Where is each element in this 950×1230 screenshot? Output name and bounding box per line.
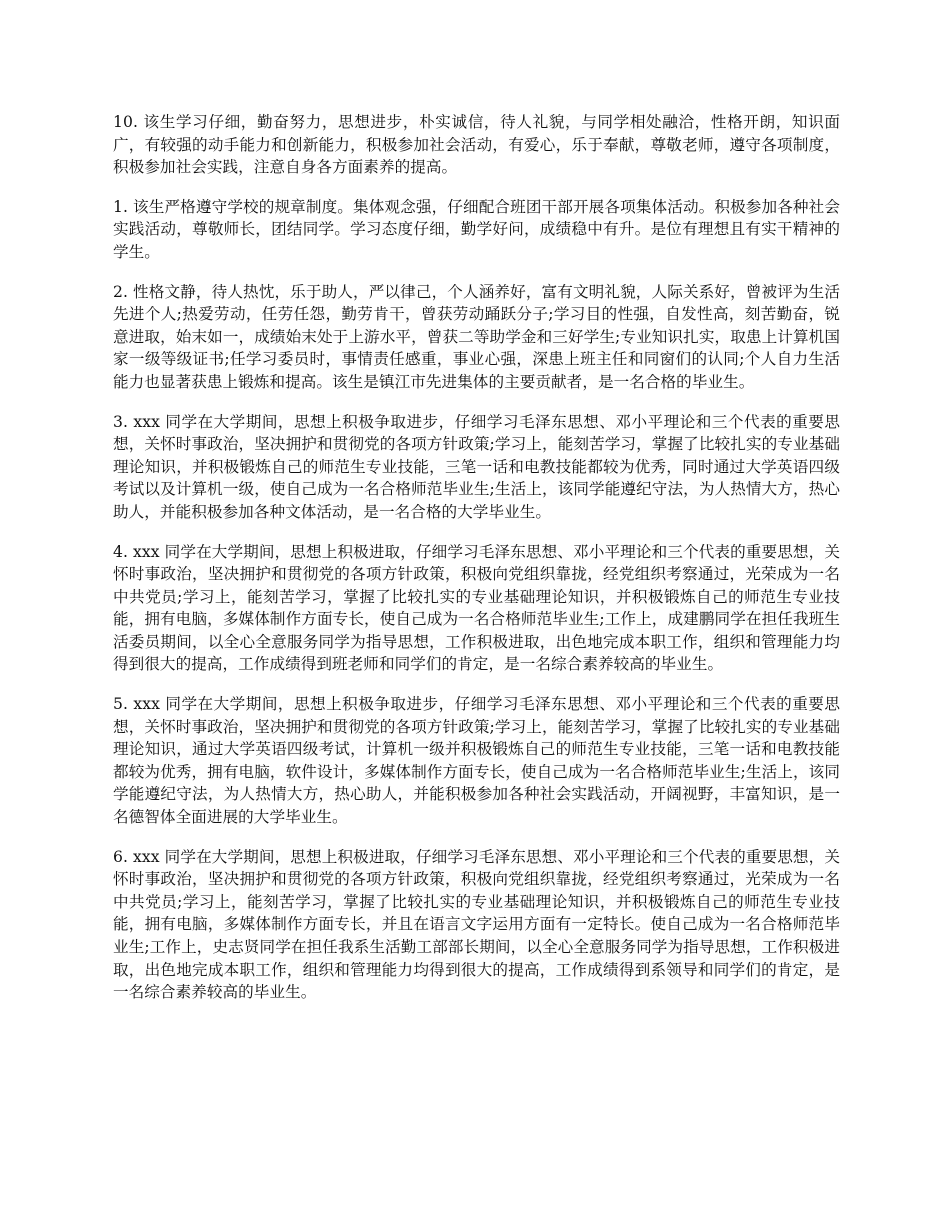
paragraph-6: 6. xxx 同学在大学期间，思想上积极进取，仔细学习毛泽东思想、邓小平理论和三个代表的重要思想，关怀时事政治，坚决拥护和贯彻党的各项方针政策，积极向党组织靠拢，经党组织考察通过，光荣成为一名中共党员;学习上，能刻苦学习，掌握了比较扎实的专业基础理论知识，并积极锻炼自己的师范生专业技能，拥有电脑，多媒体制作方面专长，并且在语言文字运用方面有一定特长。使自己成为一名合格师范毕业生;工作上，史志贤同学在担任我系生活勤工部部长期间，以全心全意服务同学为指导思想，工作积极进取，出色地完成本职工作，组织和管理能力均得到很大的提高，工作成绩得到系领导和同学们的肯定，是一名综合素养较高的毕业生。: [113, 847, 840, 1002]
document-body: [113, 111, 840, 1021]
paragraph-2: 2. 性格文静，待人热忱，乐于助人，严以律己，个人涵养好，富有文明礼貌，人际关系好，曾被评为生活先进个人;热爱劳动，任劳任怨，勤劳肯干，曾获劳动踊跃分子;学习目的性强，自发性高，刻苦勤奋，锐意进取，始末如一，成绩始末处于上游水平，曾获二等助学金和三好学生;专业知识扎实，取患上计算机国家一级等级证书;任学习委员时，事情责任感重，事业心强，深患上班主任和同窗们的认同;个人自力生活能力也显著获患上锻炼和提高。该生是镇江市先进集体的主要贡献者，是一名合格的毕业生。: [113, 282, 840, 391]
paragraph-5: 5. xxx 同学在大学期间，思想上积极争取进步，仔细学习毛泽东思想、邓小平理论和三个代表的重要思想，关怀时事政治，坚决拥护和贯彻党的各项方针政策;学习上，能刻苦学习，掌握了比较扎实的专业基础理论知识，通过大学英语四级考试，计算机一级并积极锻炼自己的师范生专业技能，三笔一话和电教技能都较为优秀，拥有电脑，软件设计，多媒体制作方面专长，使自己成为一名合格师范毕业生;生活上，该同学能遵纪守法，为人热情大方，热心助人，并能积极参加各种社会实践活动，开阔视野，丰富知识，是一名德智体全面进展的大学毕业生。: [113, 695, 840, 827]
paragraph-1: 1. 该生严格遵守学校的规章制度。集体观念强，仔细配合班团干部开展各项集体活动。积极参加各种社会实践活动，尊敬师长，团结同学。学习态度仔细，勤学好问，成绩稳中有升。是位有理想且有实干精神的学生。: [113, 197, 840, 261]
paragraph-4: 4. xxx 同学在大学期间，思想上积极进取，仔细学习毛泽东思想、邓小平理论和三个代表的重要思想，关怀时事政治，坚决拥护和贯彻党的各项方针政策，积极向党组织靠拢，经党组织考察通过，光荣成为一名中共党员;学习上，能刻苦学习，掌握了比较扎实的专业基础理论知识，并积极锻炼自己的师范生专业技能，拥有电脑，多媒体制作方面专长，使自己成为一名合格师范毕业生;工作上，成建鹏同学在担任我班生活委员期间，以全心全意服务同学为指导思想，工作积极进取，出色地完成本职工作，组织和管理能力均得到很大的提高，工作成绩得到班老师和同学们的肯定，是一名综合素养较高的毕业生。: [113, 542, 840, 674]
paragraph-3: 3. xxx 同学在大学期间，思想上积极争取进步，仔细学习毛泽东思想、邓小平理论和三个代表的重要思想，关怀时事政治，坚决拥护和贯彻党的各项方针政策;学习上，能刻苦学习，掌握了比较扎实的专业基础理论知识，并积极锻炼自己的师范生专业技能，三笔一话和电教技能都较为优秀，同时通过大学英语四级考试以及计算机一级，使自己成为一名合格师范毕业生;生活上，该同学能遵纪守法，为人热情大方，热心助人，并能积极参加各种文体活动，是一名合格的大学毕业生。: [113, 412, 840, 521]
paragraph-10: 10. 该生学习仔细，勤奋努力，思想进步，朴实诚信，待人礼貌，与同学相处融洽，性格开朗，知识面广，有较强的动手能力和创新能力，积极参加社会活动，有爱心，乐于奉献，尊敬老师，遵守各项制度，积极参加社会实践，注意自身各方面素养的提高。: [113, 113, 840, 177]
